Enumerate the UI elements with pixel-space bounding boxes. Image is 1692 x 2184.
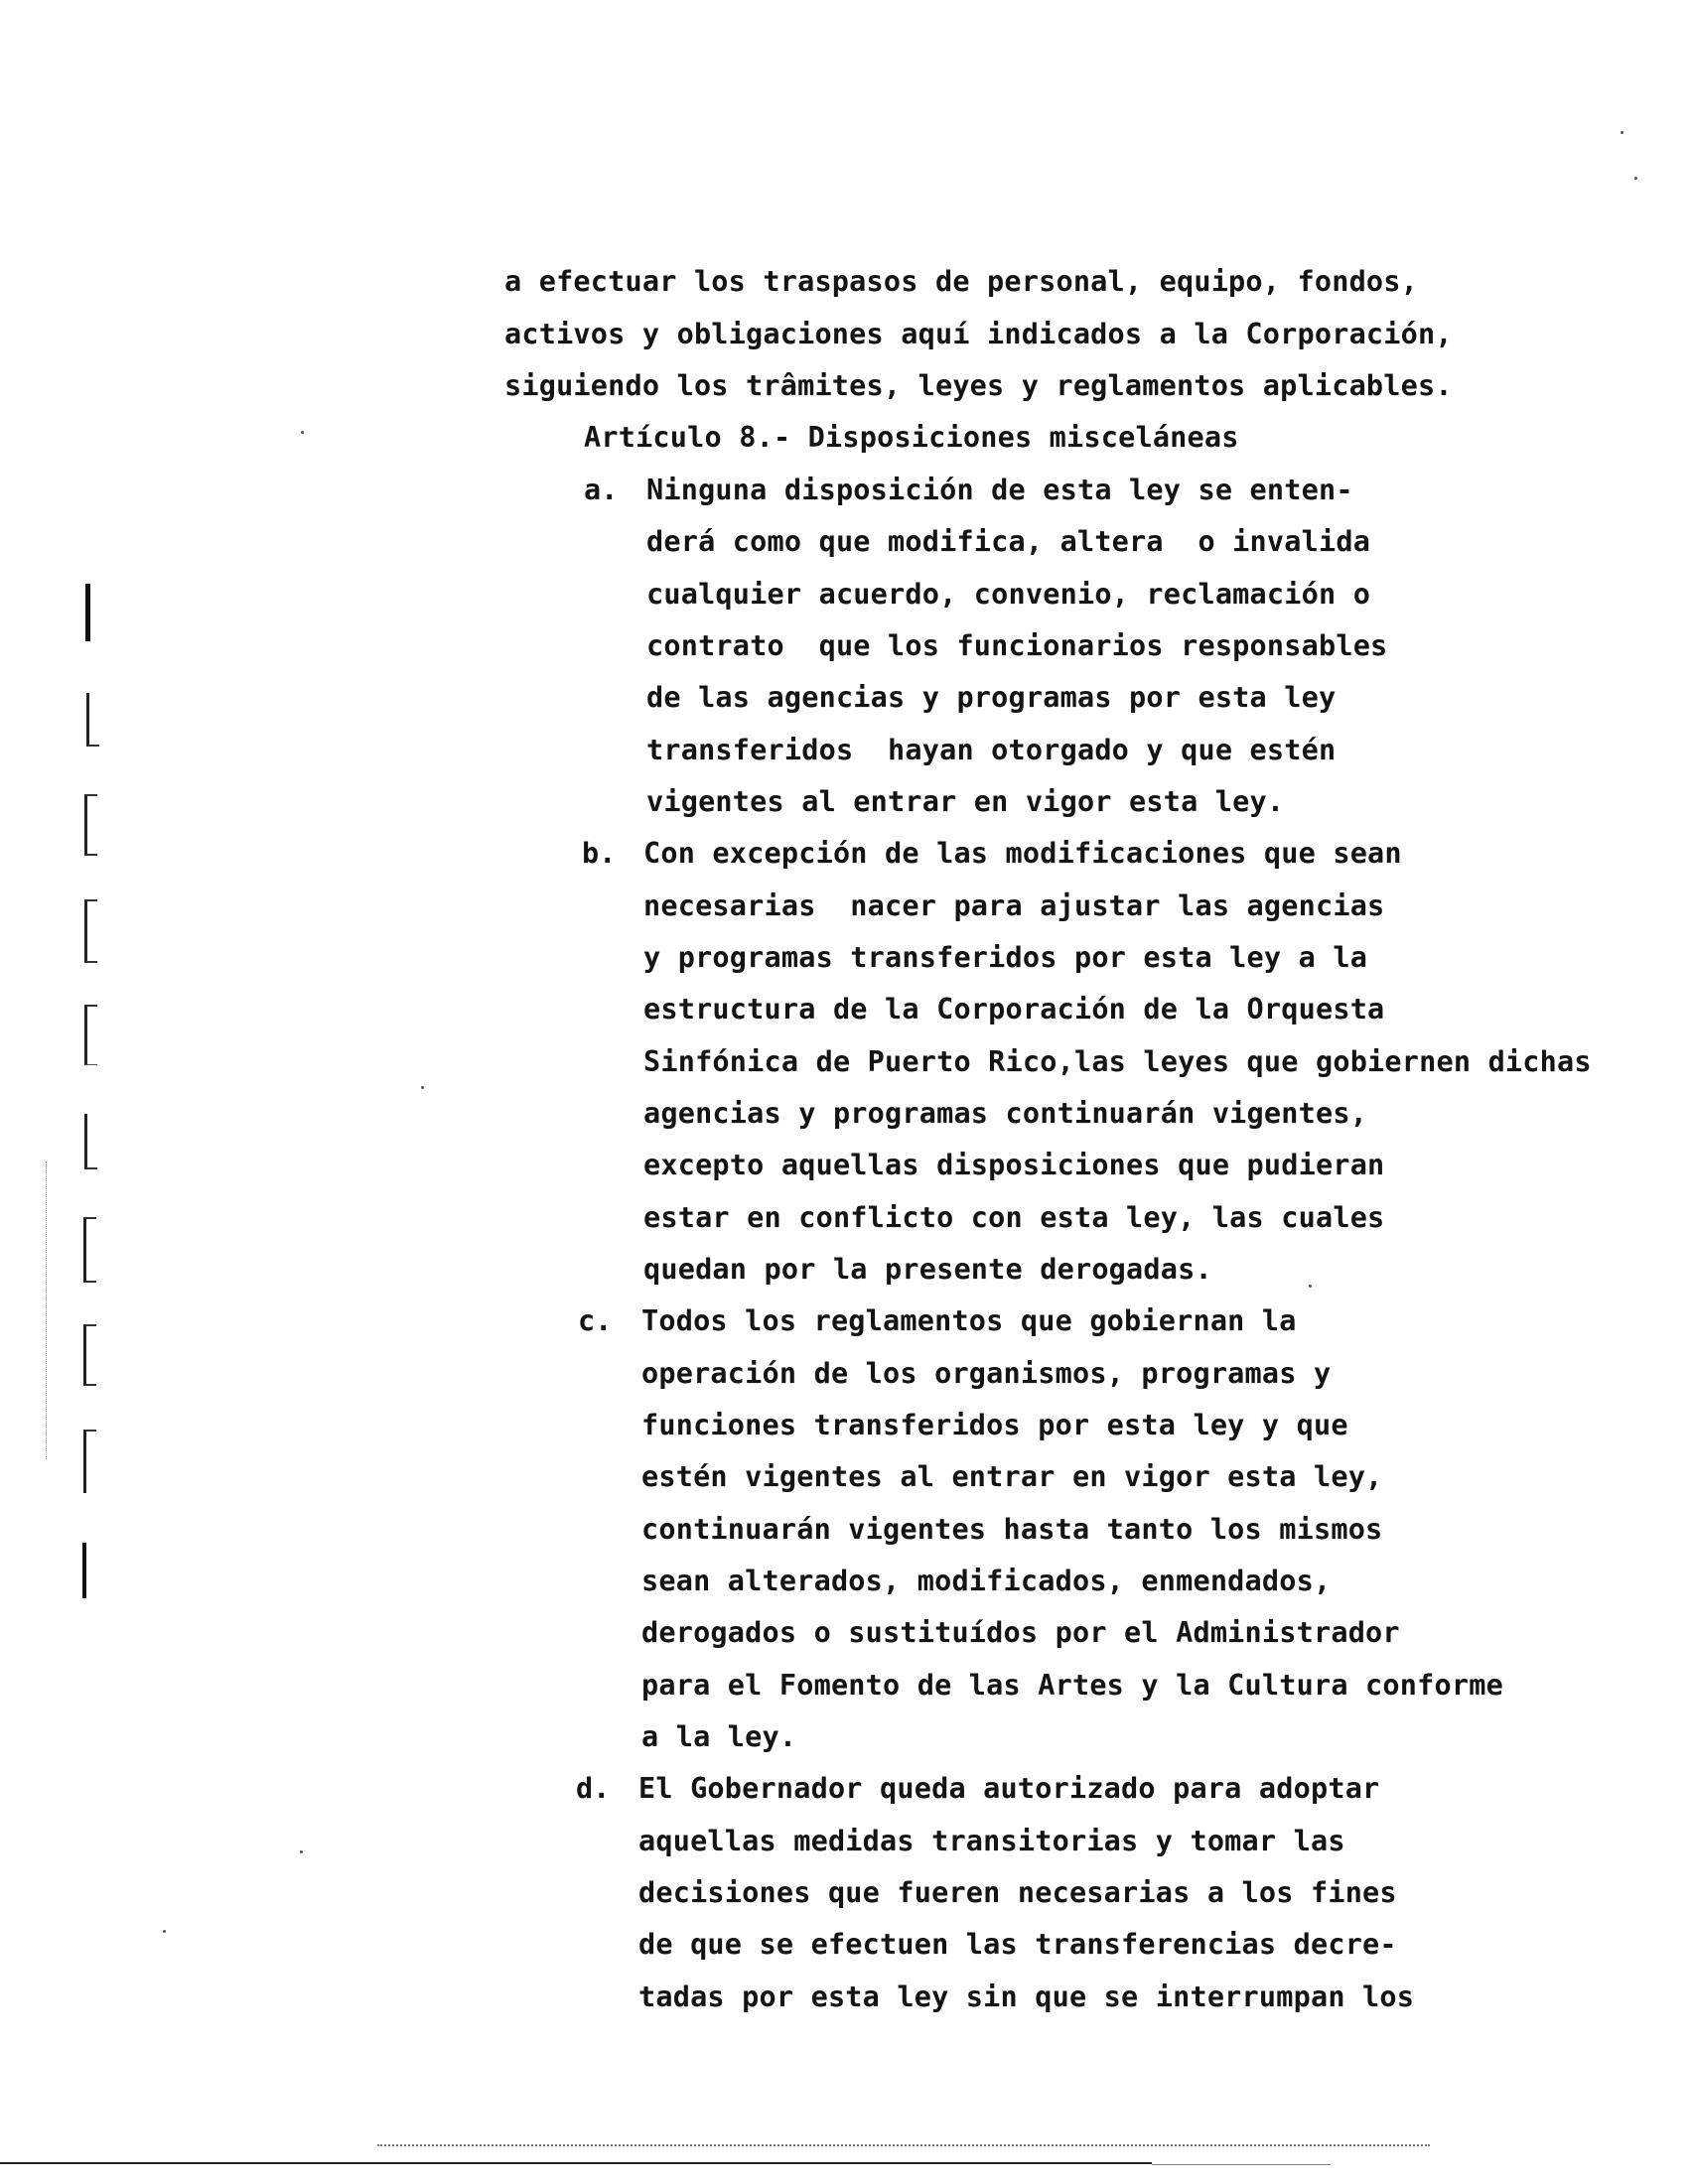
speck [300,1850,303,1853]
item-c-line: operación de los organismos, programas y [641,1357,1332,1390]
item-b-line: Con excepción de las modificaciones que sean [643,837,1402,870]
speck [1634,177,1637,180]
item-c-line: funciones transferidos por esta ley y que [641,1409,1348,1441]
bottom-rule [0,2162,1152,2164]
article-heading: Artículo 8.- Disposiciones misceláneas [584,421,1239,454]
speck [163,1930,166,1933]
bottom-rule-faint [1152,2164,1331,2165]
item-b-line: Sinfónica de Puerto Rico,las leyes que gobiernen dichas [643,1045,1592,1078]
item-marker-a: a. [584,474,619,506]
margin-bracket [84,1114,97,1169]
item-a-line: transferidos hayan otorgado y que estén [646,734,1337,766]
margin-bracket [84,1005,97,1065]
item-b-line: necesarias nacer para ajustar las agencias [643,889,1385,922]
item-d-line: decisiones que fueren necesarias a los fines [638,1876,1397,1909]
margin-bracket [83,1430,96,1493]
item-c-line: derogados o sustituídos por el Administrador [641,1616,1400,1649]
item-c-line: Todos los reglamentos que gobiernan la [641,1304,1297,1337]
item-d-line: El Gobernador queda autorizado para adoptar [638,1772,1380,1805]
body-line: a efectuar los traspasos de personal, equipo, fondos, [504,265,1418,298]
margin-mark [82,1543,86,1598]
item-marker-d: d. [576,1772,611,1805]
item-marker-b: b. [582,837,617,870]
item-a-line: cualquier acuerdo, convenio, reclamación o [646,578,1371,611]
margin-dotted-line [46,1161,47,1459]
item-a-line: vigentes al entrar en vigor esta ley. [646,785,1285,818]
item-c-line: a la ley. [641,1720,797,1753]
item-a-line: Ninguna disposición de esta ley se enten- [646,474,1353,506]
item-b-line: excepto aquellas disposiciones que pudieran [643,1149,1385,1181]
body-line: siguiendo los trâmites, leyes y reglamentos aplicables. [504,369,1453,402]
margin-mark [85,584,90,641]
item-b-line: agencias y programas continuarán vigentes, [643,1097,1368,1130]
item-c-line: para el Fomento de las Artes y la Cultura conforme [641,1669,1503,1702]
margin-bracket [86,693,99,747]
item-b-line: y programas transferidos por esta ley a la [643,941,1368,974]
item-marker-c: c. [578,1304,613,1337]
margin-bracket [84,794,97,856]
item-d-line: aquellas medidas transitorias y tomar las [638,1825,1345,1857]
item-c-line: sean alterados, modificados, enmendados, [641,1565,1332,1597]
item-b-line: quedan por la presente derogadas. [643,1253,1212,1286]
item-a-line: contrato que los funcionarios responsables [646,629,1388,662]
speck [1621,131,1623,134]
speck [1309,1285,1312,1288]
item-c-line: continuarán vigentes hasta tanto los mismos [641,1513,1383,1546]
item-a-line: de las agencias y programas por esta ley [646,681,1337,714]
item-c-line: estén vigentes al entrar en vigor esta ley, [641,1460,1383,1493]
item-a-line: derá como que modifica, altera o invalida [646,525,1371,558]
margin-bracket [84,899,97,963]
margin-bracket [83,1217,96,1283]
speck [421,1086,424,1089]
speck [301,431,304,434]
item-b-line: estructura de la Corporación de la Orquesta [643,993,1385,1025]
item-d-line: de que se efectuen las transferencias decre- [638,1928,1397,1961]
bottom-dotted-rule [377,2144,1430,2146]
item-d-line: tadas por esta ley sin que se interrumpan los [638,1980,1415,2013]
body-line: activos y obligaciones aquí indicados a la Corporación, [504,318,1453,350]
margin-bracket [83,1324,96,1386]
item-b-line: estar en conflicto con esta ley, las cuales [643,1201,1385,1234]
